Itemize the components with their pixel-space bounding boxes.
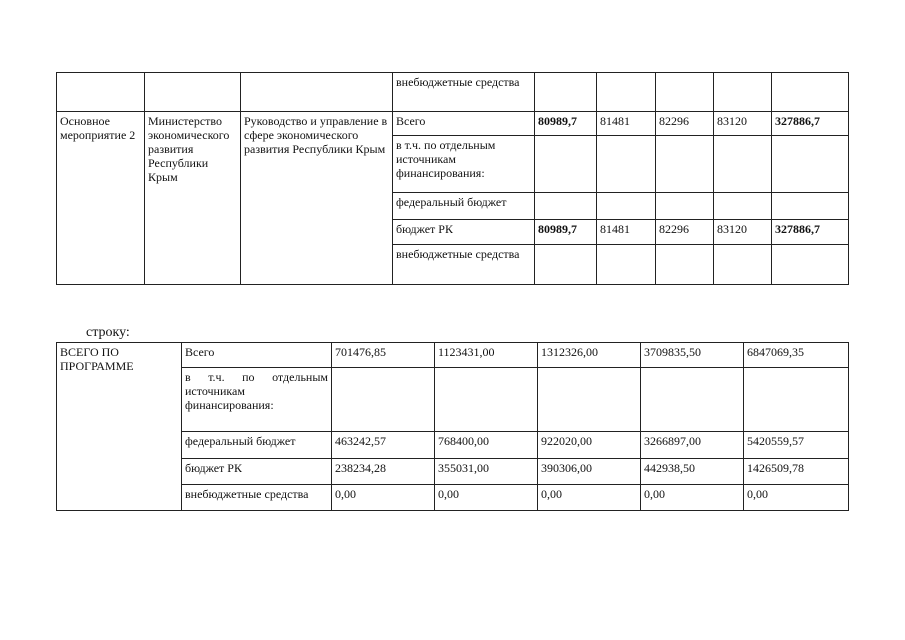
table-row xyxy=(57,343,849,368)
value-cell xyxy=(535,245,597,285)
value-cell xyxy=(656,245,714,285)
value-cell xyxy=(641,368,744,432)
value-cell: 1312326,00 xyxy=(538,343,641,368)
table-row xyxy=(57,73,849,112)
value-cell xyxy=(535,136,597,193)
value-cell: 768400,00 xyxy=(435,432,538,459)
row-label: Всего xyxy=(182,343,332,368)
value-cell: 0,00 xyxy=(744,485,849,511)
value-cell xyxy=(772,136,849,193)
value-cell: 80989,7 xyxy=(535,220,597,245)
value-cell: 0,00 xyxy=(538,485,641,511)
row-label: бюджет РК xyxy=(393,220,535,245)
value-cell: 3709835,50 xyxy=(641,343,744,368)
value-cell xyxy=(597,193,656,220)
value-cell: 82296 xyxy=(656,112,714,136)
table-row xyxy=(57,112,849,136)
measure-description: Руководство и управление в сфере экономического развития Республики Крым xyxy=(241,112,393,285)
value-cell xyxy=(535,193,597,220)
value-cell: 83120 xyxy=(714,220,772,245)
value-cell xyxy=(656,136,714,193)
value-cell xyxy=(772,245,849,285)
value-cell: 327886,7 xyxy=(772,112,849,136)
program-total-table xyxy=(56,342,849,511)
measure-name: Основное мероприятие 2 xyxy=(57,112,145,285)
row-label: внебюджетные средства xyxy=(393,73,535,112)
row-label: федеральный бюджет xyxy=(182,432,332,459)
value-cell: 355031,00 xyxy=(435,459,538,485)
value-cell: 0,00 xyxy=(332,485,435,511)
value-cell xyxy=(656,193,714,220)
top-financing-table xyxy=(56,72,849,285)
value-cell: 701476,85 xyxy=(332,343,435,368)
value-cell xyxy=(435,368,538,432)
value-cell: 81481 xyxy=(597,112,656,136)
value-cell: 82296 xyxy=(656,220,714,245)
row-label: внебюджетные средства xyxy=(182,485,332,511)
value-cell: 1426509,78 xyxy=(744,459,849,485)
value-cell: 81481 xyxy=(597,220,656,245)
value-cell: 0,00 xyxy=(641,485,744,511)
value-cell xyxy=(597,136,656,193)
value-cell xyxy=(597,245,656,285)
row-label: бюджет РК xyxy=(182,459,332,485)
value-cell: 238234,28 xyxy=(332,459,435,485)
value-cell xyxy=(714,245,772,285)
value-cell: 0,00 xyxy=(435,485,538,511)
value-cell: 327886,7 xyxy=(772,220,849,245)
value-cell: 83120 xyxy=(714,112,772,136)
row-label: федеральный бюджет xyxy=(393,193,535,220)
value-cell xyxy=(714,193,772,220)
row-label: внебюджетные средства xyxy=(393,245,535,285)
row-label: Всего xyxy=(393,112,535,136)
row-label: в т.ч. по отдельным источникам финансирования: xyxy=(182,368,332,432)
value-cell: 80989,7 xyxy=(535,112,597,136)
value-cell xyxy=(332,368,435,432)
value-cell xyxy=(744,368,849,432)
value-cell: 1123431,00 xyxy=(435,343,538,368)
value-cell: 6847069,35 xyxy=(744,343,849,368)
program-title: ВСЕГО ПО ПРОГРАММЕ xyxy=(57,343,182,511)
value-cell: 442938,50 xyxy=(641,459,744,485)
value-cell xyxy=(772,193,849,220)
row-label: в т.ч. по отдельным источникам финансирования: xyxy=(393,136,535,193)
value-cell: 5420559,57 xyxy=(744,432,849,459)
value-cell: 390306,00 xyxy=(538,459,641,485)
caption-text: строку: xyxy=(86,325,130,340)
value-cell: 463242,57 xyxy=(332,432,435,459)
value-cell xyxy=(538,368,641,432)
value-cell: 922020,00 xyxy=(538,432,641,459)
value-cell xyxy=(714,136,772,193)
executor: Министерство экономического развития Республики Крым xyxy=(145,112,241,285)
value-cell: 3266897,00 xyxy=(641,432,744,459)
